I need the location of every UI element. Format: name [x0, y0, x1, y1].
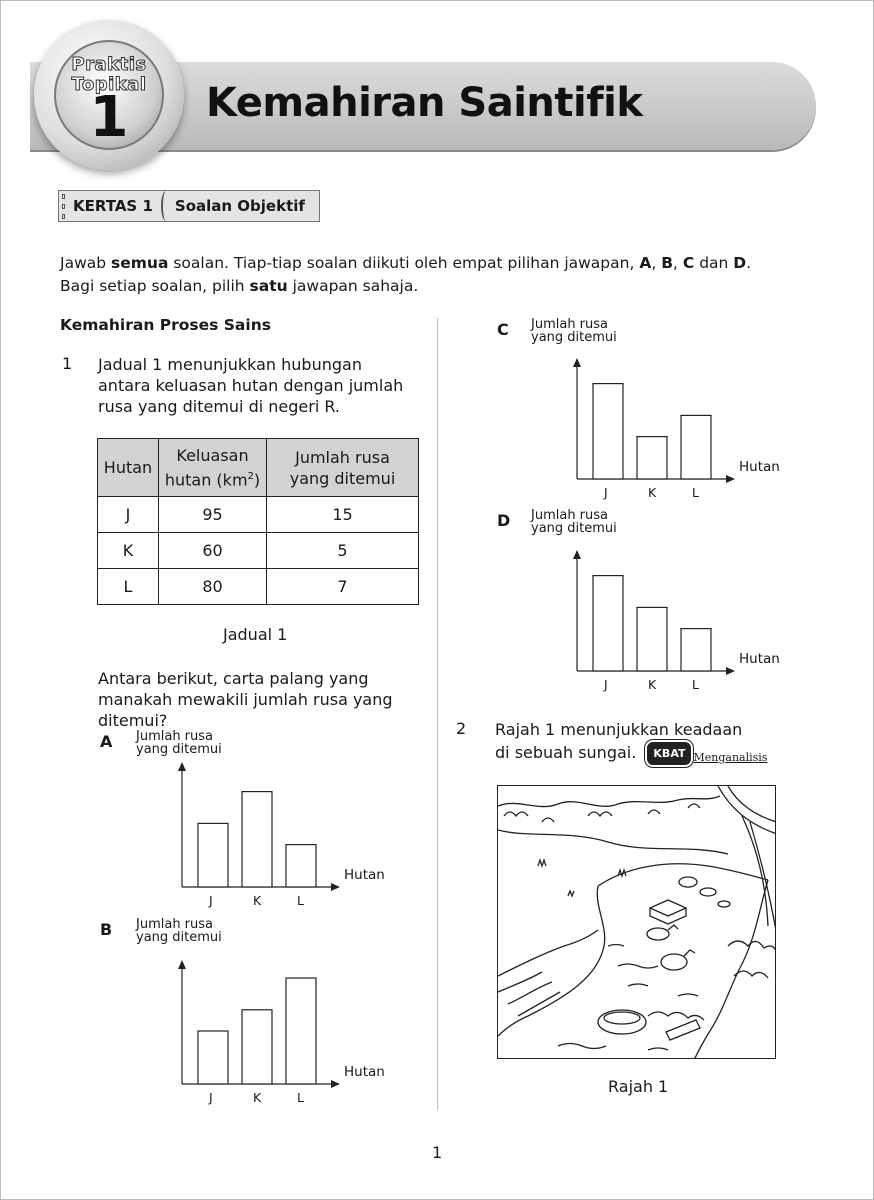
answer-option-label: C: [497, 320, 509, 339]
chapter-title: Kemahiran Saintifik: [206, 80, 643, 126]
header-superscript: 2: [247, 470, 254, 482]
y-axis-arrow: [573, 358, 581, 367]
bar-J: [198, 1031, 228, 1084]
topic-badge-inner: [54, 40, 164, 150]
header-text: yang ditemui: [289, 468, 396, 488]
question-1-line: antara keluasan hutan dengan jumlah: [98, 376, 404, 395]
bar-chart-B: [182, 960, 350, 1086]
river-illustration: [497, 785, 776, 1059]
header-text: Hutan: [103, 458, 153, 477]
instr-text: ,: [673, 254, 683, 272]
answer-option-label: A: [100, 732, 113, 751]
table-cell: 60: [159, 533, 267, 569]
x-tick-label: J: [209, 893, 213, 908]
x-axis-label: Hutan: [344, 867, 385, 883]
header-text: Keluasan: [176, 445, 249, 465]
instr-text: dan: [694, 254, 734, 272]
x-tick-label: J: [209, 1090, 213, 1105]
question-1-line: manakah mewakili jumlah rusa yang: [98, 690, 393, 709]
question-1-line: rusa yang ditemui di negeri R.: [98, 397, 340, 416]
x-tick-label: L: [297, 1090, 304, 1105]
bar-K: [637, 437, 667, 479]
question-2-line: di sebuah sungai.: [495, 743, 637, 762]
x-tick-label: K: [253, 893, 262, 908]
table-row: [98, 533, 419, 569]
column-divider: [437, 318, 438, 1110]
y-axis-label-line: yang ditemui: [136, 742, 222, 757]
table-header-row: [98, 439, 419, 497]
instructions: [60, 252, 820, 298]
header-text: Jumlah rusa: [295, 447, 390, 467]
question-1-line: Jadual 1 menunjukkan hubungan: [98, 355, 362, 374]
instr-text: ,: [651, 254, 662, 272]
section-title: Kemahiran Proses Sains: [60, 316, 271, 334]
question-1-prompt: [98, 668, 418, 731]
x-axis-arrow: [331, 883, 340, 891]
bar-J: [198, 823, 228, 887]
y-axis-label-line: Jumlah rusa: [531, 317, 609, 332]
bar-chart-D: [577, 550, 745, 673]
y-axis-arrow: [573, 550, 581, 559]
badge-word-topikal: Topikal: [71, 74, 147, 95]
y-axis-label: [531, 318, 617, 344]
y-axis-label: [531, 509, 617, 535]
kbat-badge: KBAT: [645, 740, 693, 767]
instr-text: jawapan sahaja.: [287, 277, 419, 295]
bar-J: [593, 384, 623, 479]
bar-L: [286, 845, 316, 887]
river-drawing: [498, 786, 776, 1059]
x-tick-label: K: [648, 677, 657, 692]
x-axis-arrow: [331, 1080, 340, 1088]
y-axis-label-line: Jumlah rusa: [136, 729, 214, 744]
question-2-stem: [495, 719, 795, 768]
bar-L: [681, 415, 711, 479]
bar-K: [242, 1010, 272, 1084]
instr-text: soalan. Tiap-tiap soalan diikuti oleh empat pilihan jawapan,: [168, 254, 640, 272]
question-1-stem: [98, 354, 418, 417]
instr-bold: D: [733, 254, 747, 272]
instructions-line-2: [60, 275, 820, 298]
table-row: [98, 569, 419, 605]
y-axis-arrow: [178, 960, 186, 969]
table-cell: 80: [159, 569, 267, 605]
instructions-line-1: [60, 252, 820, 275]
x-tick-label: L: [297, 893, 304, 908]
paper-tag: [58, 190, 320, 222]
y-axis-label: [136, 730, 222, 756]
instr-bold: semua: [111, 254, 169, 272]
y-axis-label-line: yang ditemui: [531, 330, 617, 345]
y-axis-label-line: Jumlah rusa: [531, 508, 609, 523]
table-cell: L: [98, 569, 159, 605]
x-tick-label: L: [692, 677, 699, 692]
table-cell: 5: [267, 533, 419, 569]
instr-bold: C: [682, 254, 695, 272]
table-cell: 7: [267, 569, 419, 605]
question-1-line: Antara berikut, carta palang yang: [98, 669, 369, 688]
figure-caption: Rajah 1: [608, 1077, 669, 1096]
x-tick-label: J: [604, 677, 608, 692]
header-text-unit: [159, 466, 266, 490]
x-axis-arrow: [726, 475, 735, 483]
bar-chart-C: [577, 358, 745, 481]
kbat-level: Menganalisis: [693, 751, 768, 764]
x-axis-label: Hutan: [739, 651, 780, 667]
bar-L: [681, 629, 711, 671]
answer-option-label: B: [100, 920, 113, 939]
x-tick-label: J: [604, 485, 608, 500]
instr-text: Bagi setiap soalan, pilih: [60, 277, 250, 295]
y-axis-label-line: Jumlah rusa: [136, 917, 214, 932]
table-caption: Jadual 1: [223, 625, 288, 644]
question-1-number: 1: [62, 354, 73, 373]
table-header-hutan: [98, 439, 159, 497]
y-axis-arrow: [178, 762, 186, 771]
bar-L: [286, 978, 316, 1084]
paper-type: Soalan Objektif: [174, 197, 305, 215]
badge-word-praktis: Praktis: [71, 54, 147, 75]
x-axis-arrow: [726, 667, 735, 675]
scroll-curl-icon: [161, 191, 171, 221]
y-axis-label-line: yang ditemui: [531, 521, 617, 536]
instr-bold: B: [661, 254, 674, 272]
instr-bold: A: [639, 254, 652, 272]
header-text: ): [253, 470, 261, 490]
table-cell: 15: [267, 497, 419, 533]
y-axis-label: [136, 918, 222, 944]
x-tick-label: K: [253, 1090, 262, 1105]
instr-text: Jawab: [60, 254, 112, 272]
x-tick-label: L: [692, 485, 699, 500]
question-2-number: 2: [456, 719, 467, 738]
table-row: [98, 497, 419, 533]
instr-text: .: [746, 254, 752, 272]
data-table: [97, 438, 419, 605]
tag-binding: [59, 191, 67, 221]
x-tick-label: K: [648, 485, 657, 500]
header-text: hutan (km: [164, 470, 248, 490]
question-2-line: Rajah 1 menunjukkan keadaan: [495, 720, 743, 739]
bar-chart-A: [182, 762, 350, 889]
answer-option-label: D: [497, 511, 511, 530]
bar-K: [637, 607, 667, 671]
question-2-line-2: [495, 740, 795, 768]
y-axis-label-line: yang ditemui: [136, 930, 222, 945]
topic-badge: [34, 20, 184, 170]
bar-K: [242, 792, 272, 887]
table-cell: J: [98, 497, 159, 533]
page-number: 1: [432, 1143, 443, 1162]
instr-bold: satu: [249, 277, 288, 295]
x-axis-label: Hutan: [344, 1064, 385, 1080]
bar-J: [593, 576, 623, 671]
table-header-jumlah: [267, 439, 419, 497]
table-cell: K: [98, 533, 159, 569]
question-1-line: ditemui?: [98, 711, 168, 730]
paper-label: KERTAS 1: [73, 197, 153, 215]
table-header-keluasan: [159, 439, 267, 497]
table-cell: 95: [159, 497, 267, 533]
badge-number: 1: [89, 85, 129, 150]
x-axis-label: Hutan: [739, 459, 780, 475]
